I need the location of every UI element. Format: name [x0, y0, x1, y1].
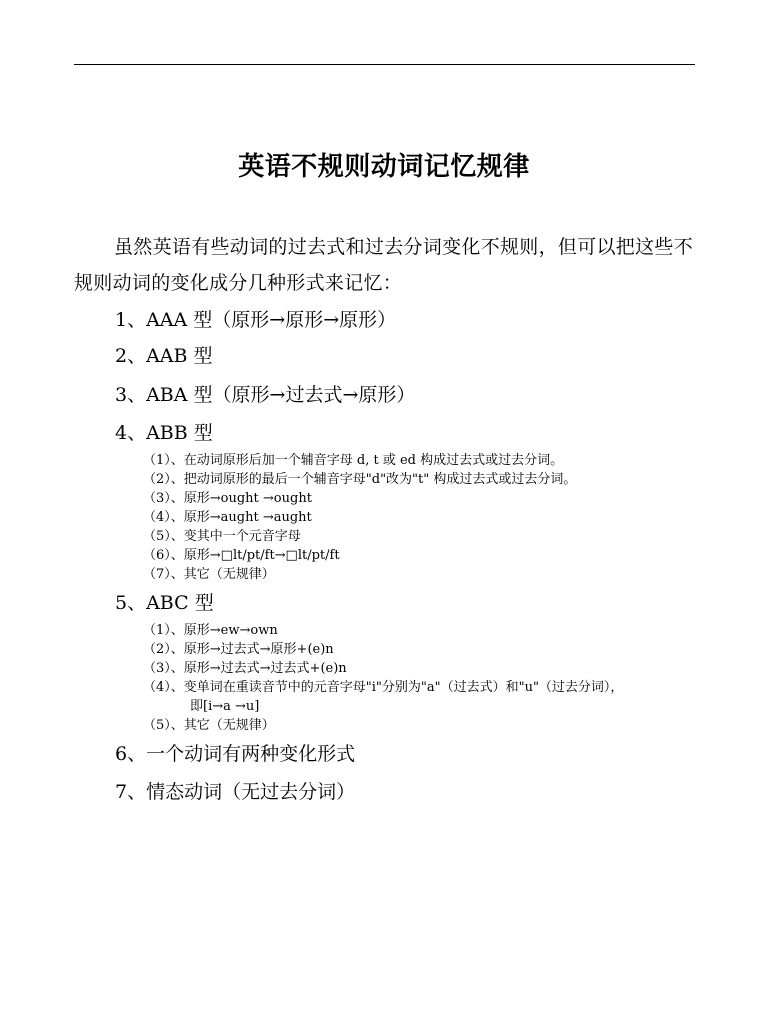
abc-item-3: （3）、原形→过去式→过去式+(e)n	[143, 661, 347, 676]
section-heading-4: 4、ABB 型	[115, 422, 213, 444]
section-heading-7: 7、情态动词（无过去分词）	[115, 781, 356, 803]
abb-item-6: （6）、原形→□lt/pt/ft→□lt/pt/ft	[143, 548, 340, 563]
abb-item-1: （1）、在动词原形后加一个辅音字母 d, t 或 ed 构成过去式或过去分词。	[143, 453, 564, 468]
intro-paragraph: 虽然英语有些动词的过去式和过去分词变化不规则，但可以把这些不规则动词的变化成分几种形式来记忆：	[74, 236, 694, 294]
abc-item-4-continued: 即[i→a →u]	[190, 699, 260, 714]
section-heading-1: 1、AAA 型（原形→原形→原形）	[115, 309, 397, 331]
section-heading-2: 2、AAB 型	[115, 345, 213, 367]
abb-item-2: （2）、把动词原形的最后一个辅音字母"d"改为"t" 构成过去式或过去分词。	[143, 472, 577, 487]
abb-item-7: （7）、其它（无规律）	[143, 567, 275, 582]
section-heading-6: 6、一个动词有两种变化形式	[115, 743, 356, 765]
abc-item-2: （2）、原形→过去式→原形+(e)n	[143, 642, 334, 657]
abc-item-1: （1）、原形→ew→own	[143, 623, 278, 638]
section-heading-3: 3、ABA 型（原形→过去式→原形）	[115, 384, 416, 406]
abb-item-5: （5）、变其中一个元音字母	[143, 529, 301, 544]
abb-item-4: （4）、原形→aught →aught	[143, 510, 312, 525]
document-title: 英语不规则动词记忆规律	[238, 152, 530, 182]
abc-item-5: （5）、其它（无规律）	[143, 718, 275, 733]
section-heading-5: 5、ABC 型	[115, 592, 214, 614]
abc-item-4: （4）、变单词在重读音节中的元音字母"i"分别为"a"（过去式）和"u"（过去分词），	[143, 680, 624, 695]
abb-item-3: （3）、原形→ought →ought	[143, 491, 312, 506]
header-rule	[74, 64, 695, 65]
